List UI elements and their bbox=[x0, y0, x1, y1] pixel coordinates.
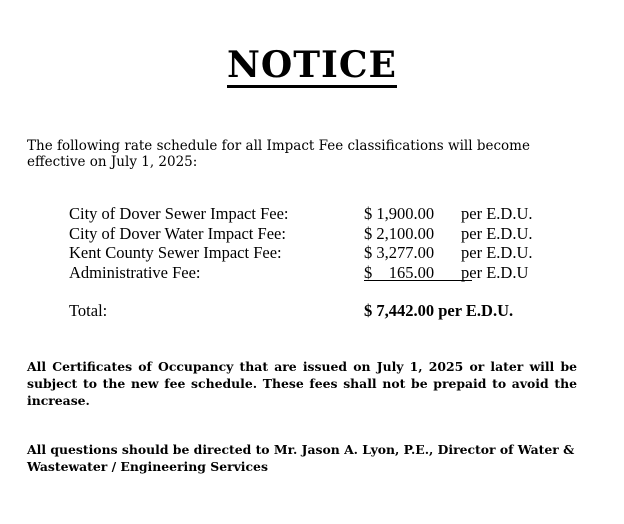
fee-row-kent-sewer bbox=[69, 243, 569, 263]
fee-amount: $ 165.00 bbox=[364, 262, 435, 282]
fee-unit: per E.D.U. bbox=[461, 204, 533, 223]
fee-row-dover-water bbox=[69, 224, 569, 244]
intro-paragraph: The following rate schedule for all Impact Fee classifications will become effective on July 1, 2025: bbox=[27, 138, 530, 170]
fee-label: Administrative Fee: bbox=[69, 262, 201, 282]
fee-label: City of Dover Sewer Impact Fee: bbox=[69, 204, 289, 223]
fee-unit: per E.D.U. bbox=[461, 223, 533, 243]
fee-unit: per E.D.U bbox=[461, 262, 529, 282]
total-value: $ 7,442.00 per E.D.U. bbox=[364, 301, 514, 320]
fee-amount: $ 2,100.00 bbox=[364, 223, 435, 243]
fee-label: Kent County Sewer Impact Fee: bbox=[69, 243, 282, 262]
fee-row-administrative bbox=[69, 263, 569, 283]
fee-label: City of Dover Water Impact Fee: bbox=[69, 223, 286, 243]
fee-amount: $ 3,277.00 bbox=[364, 243, 435, 262]
sum-underline bbox=[364, 280, 472, 281]
questions-paragraph: All questions should be directed to Mr. Jason A. Lyon, P.E., Director of Water & Wastewater / Engineering Services bbox=[27, 442, 575, 474]
occupancy-paragraph: All Certificates of Occupancy that are issued on July 1, 2025 or later will be subject to the new fee schedule. These fees shall not be prepaid to avoid the increase. bbox=[27, 359, 577, 408]
fee-schedule bbox=[69, 204, 569, 282]
notice-title-text: NOTICE bbox=[227, 44, 397, 86]
fee-amount: $ 1,900.00 bbox=[364, 204, 435, 223]
total-row bbox=[69, 300, 569, 322]
total-label: Total: bbox=[69, 301, 108, 320]
notice-title bbox=[0, 44, 624, 88]
fee-unit: per E.D.U. bbox=[461, 243, 533, 262]
fee-row-dover-sewer bbox=[69, 204, 569, 224]
